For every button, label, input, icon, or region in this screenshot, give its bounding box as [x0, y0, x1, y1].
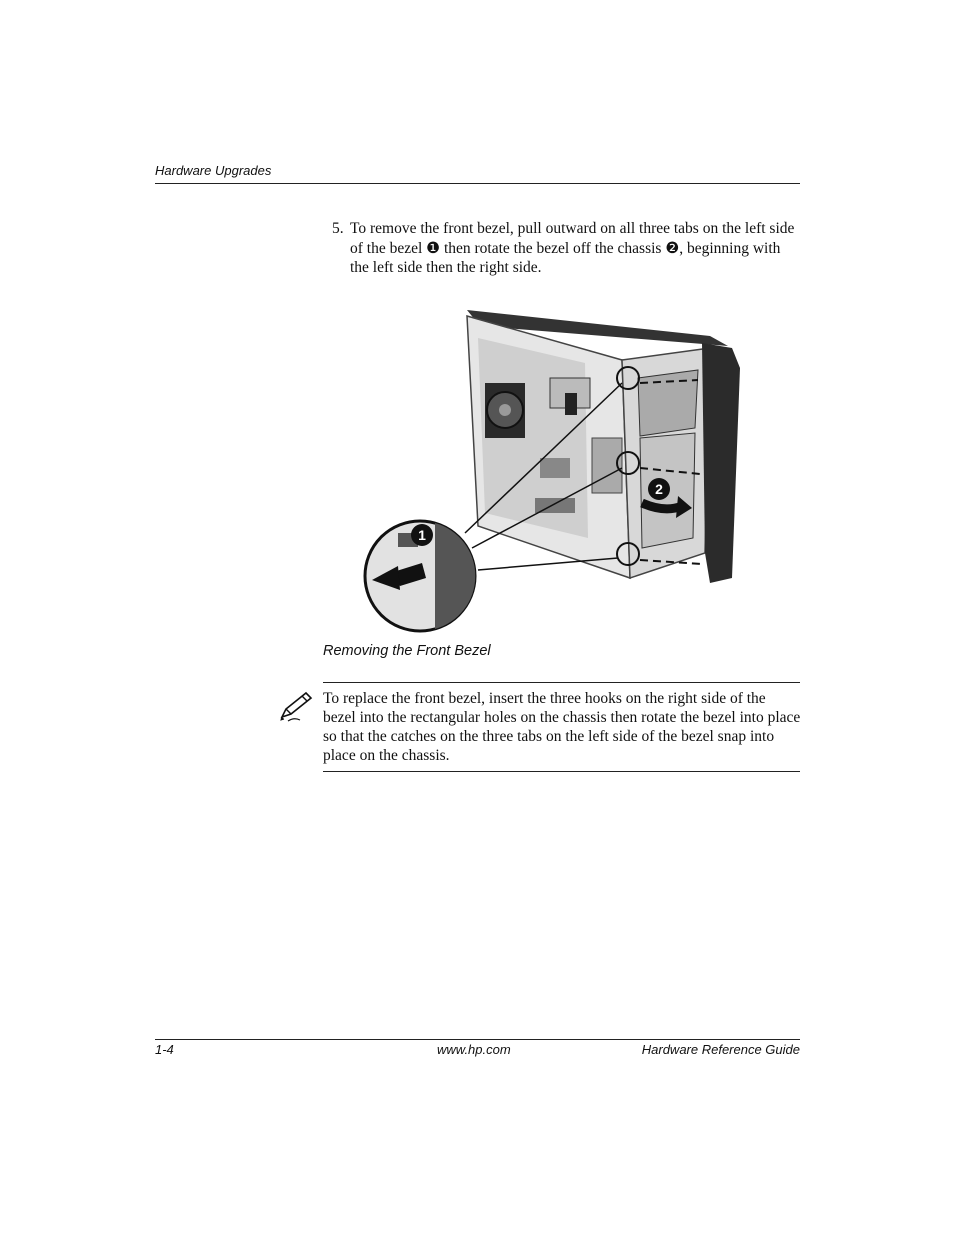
step-5 — [332, 219, 802, 278]
step-text-part2: then rotate the bezel off the chassis — [440, 239, 666, 257]
header-rule — [155, 183, 800, 184]
footer-doc-title: Hardware Reference Guide — [641, 1042, 800, 1057]
step-text-part1: To remove the front bezel, pull outward on all three tabs on the left side of the bezel — [350, 220, 795, 257]
running-header: Hardware Upgrades — [155, 163, 272, 178]
page-number: 1-4 — [155, 1042, 174, 1057]
note-top-rule — [323, 682, 800, 683]
footer-rule — [155, 1039, 800, 1040]
callout-1-label: 1 — [418, 527, 426, 543]
figure-caption: Removing the Front Bezel — [323, 643, 491, 659]
step-text — [350, 219, 802, 278]
callout-2-glyph: ❷ — [665, 239, 680, 257]
callout-2-label: 2 — [655, 481, 663, 497]
pencil-icon — [278, 691, 314, 723]
step-number: 5. — [332, 220, 344, 237]
computer-chassis-illustration — [360, 308, 750, 633]
note-text: To replace the front bezel, insert the three hooks on the right side of the bezel into the rectangular holes on the chassis then rotate the bezel into place so that the catches on the three tabs on the left side of the bezel snap into place on the chassis. — [323, 690, 801, 764]
callout-1-glyph: ❶ — [426, 239, 441, 257]
step-text-part3: , beginning with the left side then the right side. — [350, 239, 781, 276]
bezel-removal-figure — [360, 308, 750, 633]
footer-url: www.hp.com — [437, 1042, 511, 1057]
note-bottom-rule — [323, 771, 800, 772]
